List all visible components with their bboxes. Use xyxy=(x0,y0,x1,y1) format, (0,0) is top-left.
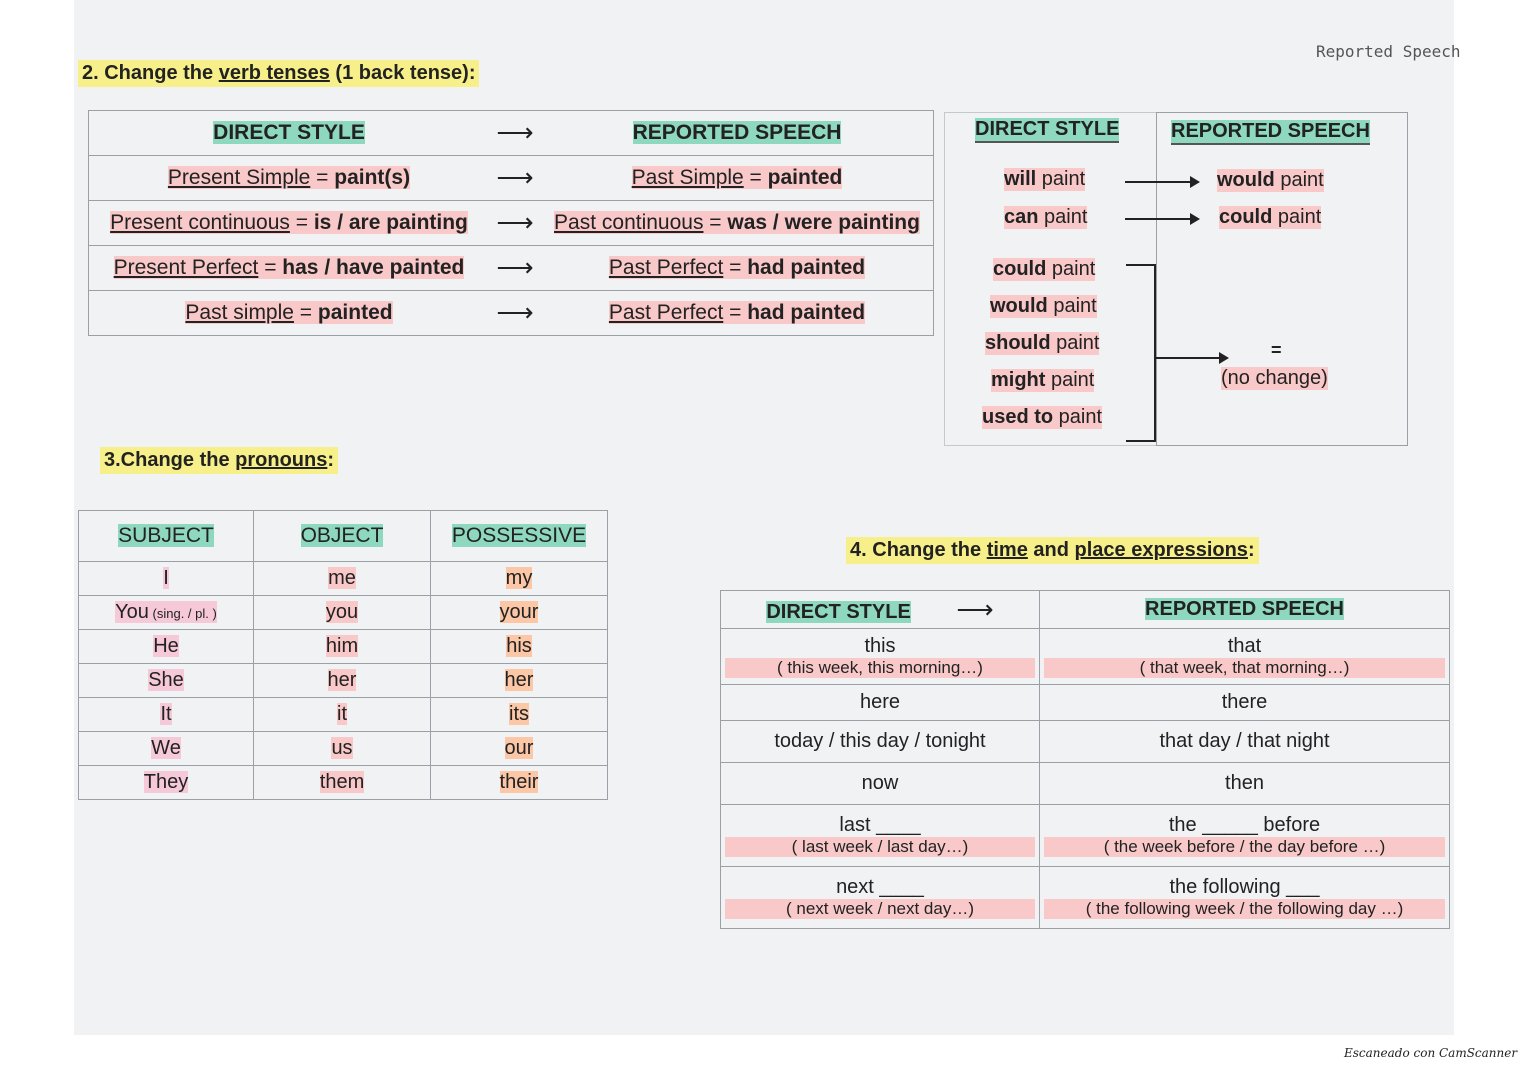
equals-sign: = xyxy=(310,166,335,189)
modal-unchanged-item xyxy=(991,369,1094,392)
header-tag: Reported Speech xyxy=(1316,42,1461,61)
pronoun-row xyxy=(79,630,608,664)
modal-verb: paint xyxy=(1047,295,1097,317)
modal-unchanged-item xyxy=(985,332,1099,355)
tense-reported-value: was / were painting xyxy=(727,211,920,234)
time-reported-expression: that xyxy=(1227,635,1262,657)
section2-title-suffix: (1 back tense): xyxy=(329,62,476,84)
section3-title-link: pronouns xyxy=(235,449,328,471)
time-place-row xyxy=(721,629,1450,685)
time-direct-header: DIRECT STYLE xyxy=(766,600,911,623)
time-reported-expression: the following ___ xyxy=(1169,876,1320,898)
time-place-table xyxy=(720,590,1450,929)
time-reported-expression: the _____ before xyxy=(1168,814,1321,836)
section4-title-time: time xyxy=(986,539,1028,561)
time-place-row xyxy=(721,763,1450,805)
arrowhead-icon xyxy=(1190,213,1200,225)
arrow-icon: ⟶ xyxy=(496,207,534,237)
subject-pronoun: I xyxy=(163,567,169,589)
time-reported-example: ( the week before / the day before …) xyxy=(1044,837,1445,857)
section3-title-suffix: : xyxy=(327,449,335,471)
section2-title-prefix: 2. Change the xyxy=(82,62,219,84)
tense-reported-name: Past Perfect xyxy=(608,256,724,279)
time-direct-expression: here xyxy=(859,691,901,713)
tense-header-row xyxy=(89,111,934,156)
time-direct-expression: this xyxy=(864,635,896,657)
section4-title-mid: and xyxy=(1027,539,1075,561)
time-reported-example: ( the following week / the following day …) xyxy=(1044,899,1445,919)
equals-sign: = xyxy=(289,211,314,234)
subject-pronoun: They xyxy=(143,771,189,793)
object-pronoun: it xyxy=(337,703,347,725)
arrow-icon: ⟶ xyxy=(496,252,534,282)
modals-reported-box xyxy=(1156,112,1408,446)
equals-sign: = xyxy=(743,166,768,189)
pronoun-row xyxy=(79,732,608,766)
arrow-icon: ⟶ xyxy=(956,593,994,624)
scanner-watermark: Escaneado con CamScanner xyxy=(1344,1046,1518,1060)
equals-sign: = xyxy=(258,256,283,279)
object-pronoun: them xyxy=(319,771,365,793)
modal-word: could xyxy=(1219,206,1273,228)
arrow-icon: ⟶ xyxy=(496,117,534,147)
modal-word: might xyxy=(991,369,1046,391)
subject-pronoun: It xyxy=(160,703,172,725)
modal-word: would xyxy=(1217,169,1275,191)
modal-unchanged-item xyxy=(993,258,1095,281)
modal-reported-item xyxy=(1219,206,1321,229)
section4-title-place: place expressions xyxy=(1074,539,1248,561)
time-direct-example: ( last week / last day…) xyxy=(725,837,1035,857)
pronoun-table xyxy=(78,510,608,800)
section4-title-prefix: Change the xyxy=(866,539,987,561)
tense-direct-header: DIRECT STYLE xyxy=(213,121,365,144)
time-place-row xyxy=(721,805,1450,867)
section4-title xyxy=(846,537,1259,564)
tense-reported-name: Past continuous xyxy=(554,211,704,234)
tense-reported-value: had painted xyxy=(747,301,866,324)
time-direct-expression: now xyxy=(861,772,899,794)
modal-word: should xyxy=(985,332,1051,354)
subject-pronoun: She xyxy=(148,669,184,691)
tense-direct-value: paint(s) xyxy=(334,166,411,189)
modals-direct-header: DIRECT STYLE xyxy=(975,118,1119,143)
time-place-header-row xyxy=(721,591,1450,629)
arrow-icon xyxy=(1125,218,1195,220)
modal-verb: paint xyxy=(1045,369,1095,391)
section3-title xyxy=(100,447,338,474)
subject-pronoun: We xyxy=(151,737,181,759)
possessive-header: POSSESSIVE xyxy=(451,524,587,547)
modal-verb: paint xyxy=(1050,332,1100,354)
possessive-pronoun: her xyxy=(504,669,534,691)
tense-direct-name: Present Perfect xyxy=(113,256,259,279)
section4-title-suffix: : xyxy=(1247,539,1255,561)
pronoun-row xyxy=(79,596,608,630)
tense-direct-name: Present continuous xyxy=(110,211,290,234)
section2-title-link: verb tenses xyxy=(218,62,330,84)
modal-verb: paint xyxy=(1036,168,1086,190)
arrowhead-icon xyxy=(1190,176,1200,188)
modal-reported-item xyxy=(1217,169,1324,192)
time-place-row xyxy=(721,867,1450,929)
possessive-pronoun: their xyxy=(499,771,539,793)
tense-row xyxy=(89,156,934,201)
time-direct-expression: today / this day / tonight xyxy=(774,730,986,752)
pronoun-row xyxy=(79,562,608,596)
possessive-pronoun: its xyxy=(509,703,529,725)
modal-word: can xyxy=(1004,206,1039,228)
equals-sign: = xyxy=(293,301,318,324)
modal-word: will xyxy=(1004,168,1037,190)
tense-row xyxy=(89,201,934,246)
possessive-pronoun: our xyxy=(504,737,534,759)
modal-word: would xyxy=(990,295,1048,317)
pronoun-header-row xyxy=(79,511,608,562)
arrow-icon: ⟶ xyxy=(496,297,534,327)
modal-unchanged-item xyxy=(982,406,1102,429)
object-header: OBJECT xyxy=(300,524,384,547)
equals-sign: = xyxy=(723,301,748,324)
no-change-label: (no change) xyxy=(1221,367,1328,389)
time-direct-example: ( next week / next day…) xyxy=(725,899,1035,919)
section2-title xyxy=(78,60,479,87)
arrowhead-icon xyxy=(1219,352,1229,364)
equals-sign: = xyxy=(723,256,748,279)
tense-direct-value: has / have painted xyxy=(282,256,465,279)
tense-reported-header: REPORTED SPEECH xyxy=(632,121,842,144)
time-place-row xyxy=(721,685,1450,721)
modal-word: could xyxy=(993,258,1047,280)
subject-header: SUBJECT xyxy=(118,524,214,547)
time-reported-expression: that day / that night xyxy=(1159,730,1330,752)
modal-direct-item xyxy=(1004,206,1087,229)
modal-verb: paint xyxy=(1038,206,1088,228)
modal-unchanged-item xyxy=(990,295,1097,318)
subject-pronoun: You xyxy=(115,601,149,623)
object-pronoun: me xyxy=(328,567,356,589)
modal-verb: paint xyxy=(1053,406,1103,428)
arrow-icon: ⟶ xyxy=(496,162,534,192)
tense-direct-name: Present Simple xyxy=(167,166,311,189)
arrow-icon xyxy=(1156,357,1222,359)
modal-word: used to xyxy=(982,406,1054,428)
modal-verb: paint xyxy=(1046,258,1096,280)
time-direct-expression: next ____ xyxy=(836,876,924,898)
tense-reported-name: Past Perfect xyxy=(608,301,724,324)
object-pronoun: him xyxy=(325,635,359,657)
section3-title-prefix: 3.Change the xyxy=(104,449,236,471)
modals-reported-header: REPORTED SPEECH xyxy=(1171,120,1370,145)
section4-title-num: 4. xyxy=(850,539,867,561)
tense-table xyxy=(88,110,934,336)
modal-verb: paint xyxy=(1272,206,1322,228)
equals-sign: = xyxy=(1271,340,1282,360)
tense-direct-value: painted xyxy=(317,301,393,324)
arrow-icon xyxy=(1125,181,1195,183)
object-pronoun: you xyxy=(325,601,359,623)
time-reported-expression: then xyxy=(1225,772,1264,794)
tense-reported-value: painted xyxy=(767,166,843,189)
pronoun-row xyxy=(79,698,608,732)
tense-direct-name: Past simple xyxy=(185,301,294,324)
tense-row xyxy=(89,246,934,291)
time-place-row xyxy=(721,721,1450,763)
possessive-pronoun: my xyxy=(505,567,533,589)
tense-reported-name: Past Simple xyxy=(631,166,744,189)
tense-reported-value: had painted xyxy=(747,256,866,279)
object-pronoun: us xyxy=(331,737,353,759)
time-reported-example: ( that week, that morning…) xyxy=(1044,658,1445,678)
object-pronoun: her xyxy=(327,669,357,691)
time-reported-header: REPORTED SPEECH xyxy=(1145,598,1344,620)
time-reported-expression: there xyxy=(1221,691,1268,713)
time-direct-example: ( this week, this morning…) xyxy=(725,658,1035,678)
bracket-icon xyxy=(1126,264,1156,442)
equals-sign: = xyxy=(703,211,728,234)
tense-row xyxy=(89,291,934,336)
tense-direct-value: is / are painting xyxy=(313,211,468,234)
subject-pronoun: He xyxy=(153,635,179,657)
possessive-pronoun: your xyxy=(499,601,539,623)
pronoun-row xyxy=(79,664,608,698)
modal-verb: paint xyxy=(1274,169,1324,191)
pronoun-row xyxy=(79,766,608,800)
possessive-pronoun: his xyxy=(506,635,532,657)
time-direct-expression: last ____ xyxy=(839,814,921,836)
modal-direct-item xyxy=(1004,168,1085,191)
you-note: (sing. / pl. ) xyxy=(148,606,217,621)
